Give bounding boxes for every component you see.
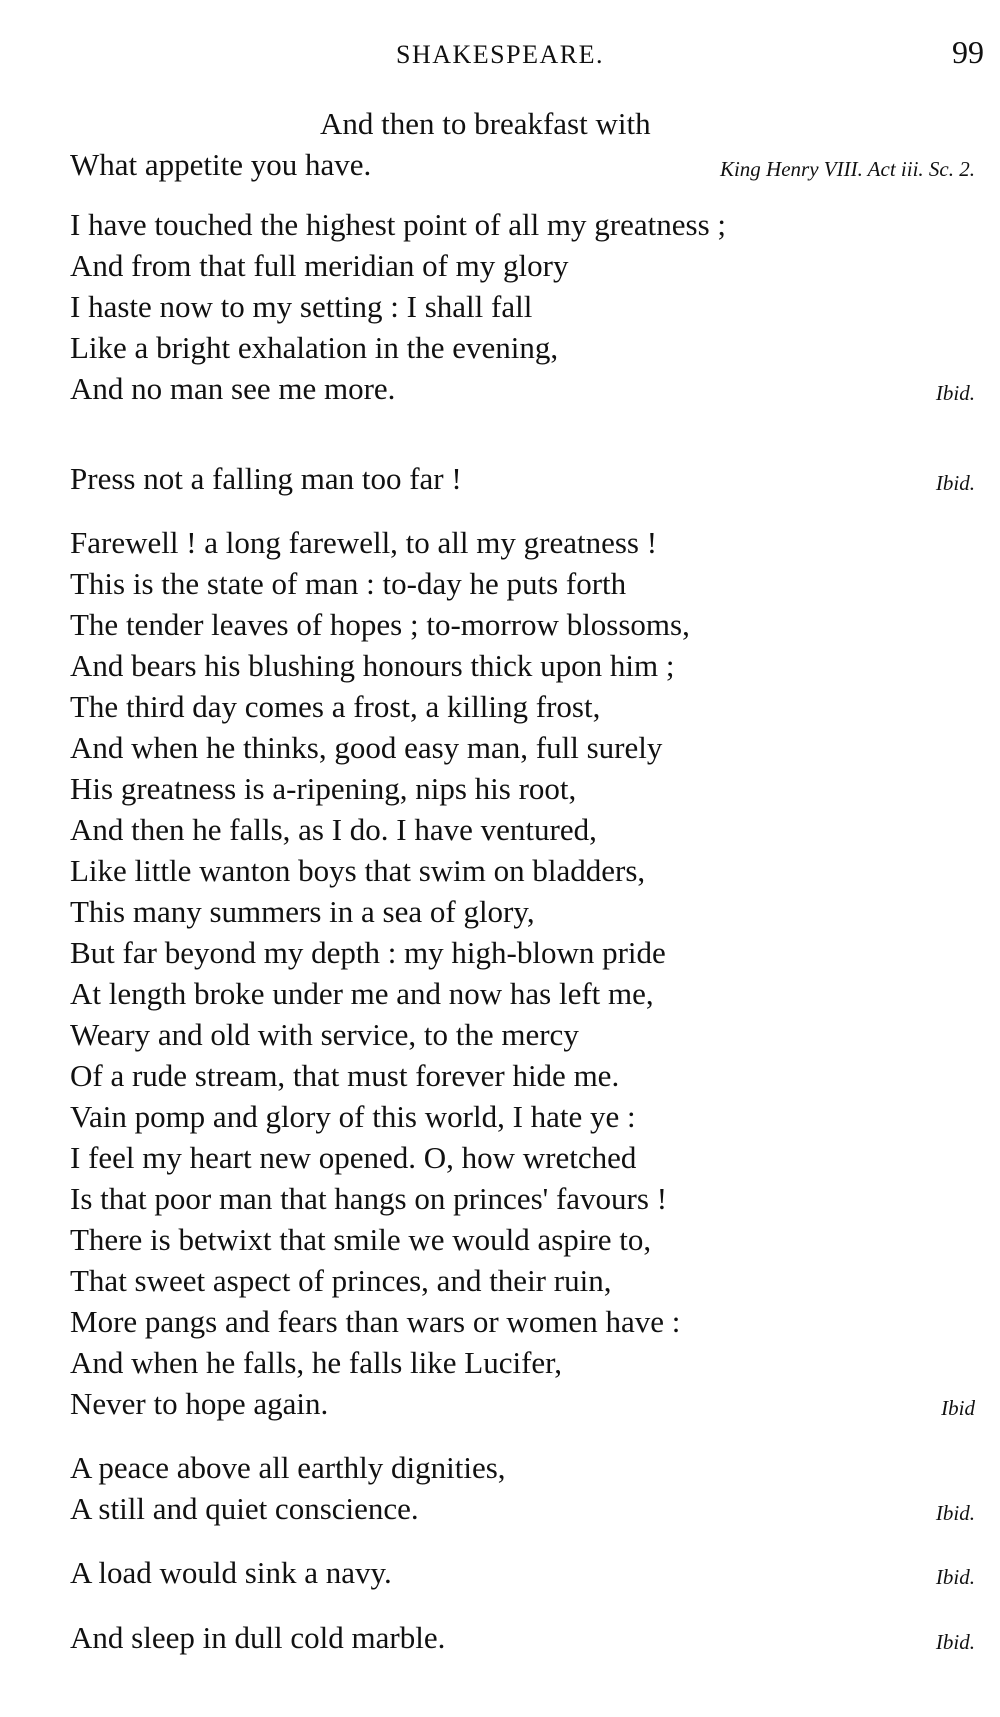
verse-line-text: A load would sink a navy. bbox=[70, 1555, 392, 1590]
citation: Ibid bbox=[941, 1396, 975, 1420]
citation: King Henry VIII. Act iii. Sc. 2. bbox=[719, 157, 975, 181]
verse-line-text: What appetite you have. bbox=[70, 147, 372, 182]
verse-line: And then to breakfast with bbox=[320, 106, 651, 141]
verse-line-text: Press not a falling man too far ! bbox=[70, 461, 462, 496]
verse-line: This is the state of man : to-day he puts forth bbox=[70, 566, 627, 601]
verse-line: That sweet aspect of princes, and their ruin, bbox=[70, 1263, 612, 1298]
verse-line: His greatness is a-ripening, nips his root, bbox=[70, 771, 577, 806]
citation: Ibid. bbox=[935, 1565, 975, 1589]
quotation-passage bbox=[70, 522, 975, 1424]
verse-line bbox=[70, 1617, 975, 1658]
verse-line: This many summers in a sea of glory, bbox=[70, 894, 535, 929]
verse-line: A peace above all earthly dignities, bbox=[70, 1450, 506, 1485]
verse-line: Like little wanton boys that swim on bladders, bbox=[70, 853, 646, 888]
verse-line: More pangs and fears than wars or women have : bbox=[70, 1304, 681, 1339]
citation: Ibid. bbox=[935, 471, 975, 495]
verse-line: The third day comes a frost, a killing frost, bbox=[70, 689, 601, 724]
verse-line: But far beyond my depth : my high-blown pride bbox=[70, 935, 666, 970]
page-number: 99 bbox=[952, 34, 984, 70]
citation: Ibid. bbox=[935, 1630, 975, 1654]
verse-line bbox=[70, 368, 975, 409]
running-header bbox=[0, 34, 1000, 74]
verse-line bbox=[70, 144, 975, 185]
verse-line: I have touched the highest point of all my greatness ; bbox=[70, 207, 726, 242]
citation: Ibid. bbox=[935, 1501, 975, 1525]
citation: Ibid. bbox=[935, 381, 975, 405]
verse-line: And from that full meridian of my glory bbox=[70, 248, 569, 283]
quotation-passage bbox=[70, 458, 975, 499]
verse-line bbox=[70, 1488, 975, 1529]
verse-line: And then he falls, as I do. I have ventured, bbox=[70, 812, 597, 847]
page-title: SHAKESPEARE. bbox=[396, 40, 604, 69]
quotation-passage bbox=[70, 1447, 975, 1529]
verse-line-text: A still and quiet conscience. bbox=[70, 1491, 419, 1526]
verse-line: Like a bright exhalation in the evening, bbox=[70, 330, 559, 365]
verse-line: There is betwixt that smile we would aspire to, bbox=[70, 1222, 652, 1257]
verse-line: And when he falls, he falls like Lucifer, bbox=[70, 1345, 563, 1380]
verse-line-text: And sleep in dull cold marble. bbox=[70, 1620, 446, 1655]
verse-line: At length broke under me and now has left me, bbox=[70, 976, 654, 1011]
verse-line: Vain pomp and glory of this world, I hate ye : bbox=[70, 1099, 636, 1134]
quotation-passage bbox=[70, 1617, 975, 1658]
verse-line bbox=[70, 1552, 975, 1593]
verse-line: And bears his blushing honours thick upon him ; bbox=[70, 648, 675, 683]
verse-line: The tender leaves of hopes ; to-morrow blossoms, bbox=[70, 607, 690, 642]
verse-line: Is that poor man that hangs on princes' favours ! bbox=[70, 1181, 668, 1216]
quotation-passage bbox=[70, 204, 975, 409]
verse-line-text: Never to hope again. bbox=[70, 1386, 329, 1421]
verse-line: I feel my heart new opened. O, how wretched bbox=[70, 1140, 637, 1175]
verse-line: Of a rude stream, that must forever hide me. bbox=[70, 1058, 620, 1093]
verse-line: And when he thinks, good easy man, full surely bbox=[70, 730, 663, 765]
verse-line bbox=[70, 458, 975, 499]
quotation-passage bbox=[70, 103, 975, 185]
verse-line-text: And no man see me more. bbox=[70, 371, 396, 406]
verse-line: Farewell ! a long farewell, to all my greatness ! bbox=[70, 525, 658, 560]
verse-line: I haste now to my setting : I shall fall bbox=[70, 289, 533, 324]
quotation-passage bbox=[70, 1552, 975, 1593]
verse-line: Weary and old with service, to the mercy bbox=[70, 1017, 579, 1052]
verse-line bbox=[70, 1383, 975, 1424]
